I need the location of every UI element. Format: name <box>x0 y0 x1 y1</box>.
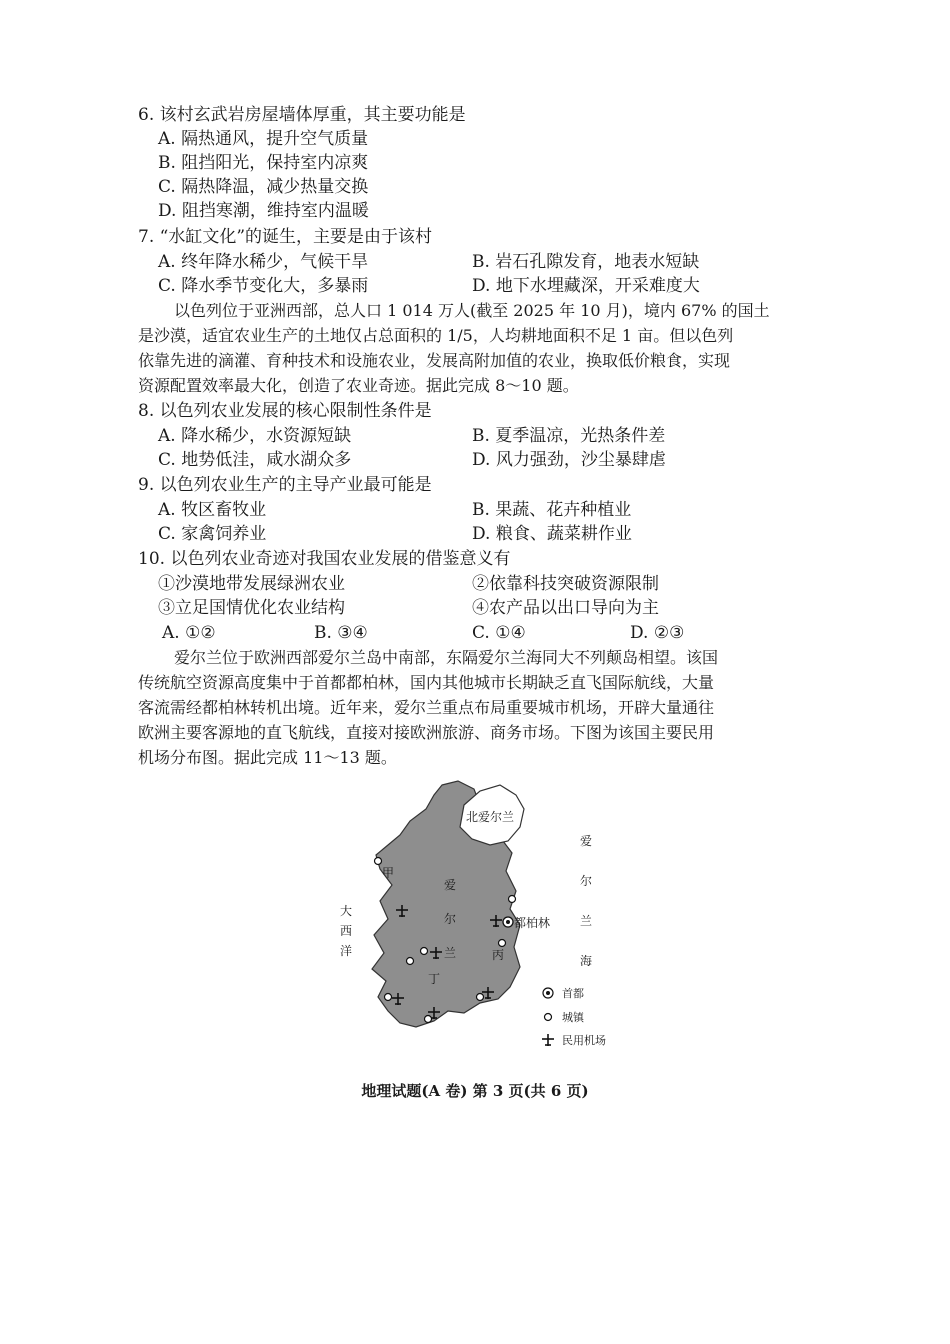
label-irish-sea-3: 兰 <box>580 914 593 928</box>
town-marker <box>477 994 484 1001</box>
q10-option-b: B. ③④ <box>314 623 368 643</box>
q10-option-d: D. ②③ <box>630 623 685 643</box>
page-footer: 地理试题(A 卷) 第 3 页(共 6 页) <box>361 1082 589 1100</box>
passage1-line3: 依靠先进的滴灌、育种技术和设施农业，发展高附加值的农业，换取低价粮食，实现 <box>138 351 731 370</box>
q7-option-c: C. 降水季节变化大，多暴雨 <box>158 276 369 296</box>
legend-capital-label: 首都 <box>562 987 584 1000</box>
q10-statement-2: ②依靠科技突破资源限制 <box>472 574 659 594</box>
label-ireland-1: 爱 <box>444 878 457 892</box>
q6-option-b: B. 阻挡阳光，保持室内凉爽 <box>158 153 369 173</box>
q8-option-d: D. 风力强劲，沙尘暴肆虐 <box>472 450 666 470</box>
passage2-line2: 传统航空资源高度集中于首都都柏林，国内其他城市长期缺乏直飞国际航线，大量 <box>138 673 715 692</box>
town-marker <box>425 1016 432 1023</box>
label-ding: 丁 <box>428 972 441 986</box>
legend-airport-label: 民用机场 <box>562 1034 606 1047</box>
q9-option-d: D. 粮食、蔬菜耕作业 <box>472 524 632 544</box>
town-marker <box>407 958 414 965</box>
passage1-line1: 以色列位于亚洲西部，总人口 1 014 万人(截至 2025 年 10 月)，境内 67% 的国土 <box>174 301 770 320</box>
label-bing: 丙 <box>492 948 505 962</box>
q7-option-a: A. 终年降水稀少，气候干旱 <box>158 252 369 272</box>
q9-option-b: B. 果蔬、花卉种植业 <box>472 500 632 520</box>
q8-option-b: B. 夏季温凉，光热条件差 <box>472 426 666 446</box>
town-marker <box>375 858 382 865</box>
q6-stem: 6. 该村玄武岩房屋墙体厚重，其主要功能是 <box>138 105 466 125</box>
map-legend <box>542 986 606 1047</box>
q9-stem: 9. 以色列农业生产的主导产业最可能是 <box>138 475 432 495</box>
q7-option-d: D. 地下水埋藏深，开采难度大 <box>472 276 700 296</box>
label-atlantic-2: 西 <box>340 924 353 938</box>
label-irish-sea-2: 尔 <box>580 874 593 888</box>
q10-statement-4: ④农产品以出口导向为主 <box>472 598 659 618</box>
q6-option-c: C. 隔热降温，减少热量交换 <box>158 177 369 197</box>
q9-option-a: A. 牧区畜牧业 <box>158 500 267 520</box>
label-irish-sea-1: 爱 <box>580 834 593 848</box>
passage2-line1: 爱尔兰位于欧洲西部爱尔兰岛中南部，东隔爱尔兰海同大不列颠岛相望。该国 <box>174 648 719 667</box>
q10-stem: 10. 以色列农业奇迹对我国农业发展的借鉴意义有 <box>138 549 511 569</box>
q10-option-a: A. ①② <box>162 623 216 643</box>
passage2-line5: 机场分布图。据此完成 11～13 题。 <box>138 748 397 767</box>
town-marker <box>385 994 392 1001</box>
q8-option-c: C. 地势低洼，咸水湖众多 <box>158 450 352 470</box>
label-irish-sea-4: 海 <box>580 954 593 968</box>
label-atlantic-1: 大 <box>340 904 353 918</box>
q10-statement-1: ①沙漠地带发展绿洲农业 <box>158 574 345 594</box>
town-marker <box>421 948 428 955</box>
passage1-line4: 资源配置效率最大化，创造了农业奇迹。据此完成 8～10 题。 <box>138 376 579 395</box>
q10-option-c: C. ①④ <box>472 623 526 643</box>
legend-airport-icon <box>542 1034 554 1046</box>
q8-stem: 8. 以色列农业发展的核心限制性条件是 <box>138 401 432 421</box>
label-northern-ireland: 北爱尔兰 <box>466 810 515 824</box>
label-ireland-2: 尔 <box>444 912 457 926</box>
q6-option-a: A. 隔热通风，提升空气质量 <box>158 129 369 149</box>
town-marker <box>499 940 506 947</box>
label-atlantic-3: 洋 <box>340 944 353 958</box>
q6-option-d: D. 阻挡寒潮，维持室内温暖 <box>158 201 369 221</box>
q7-option-b: B. 岩石孔隙发育，地表水短缺 <box>472 252 700 272</box>
label-jia: 甲 <box>382 866 395 880</box>
label-ireland-3: 兰 <box>444 946 457 960</box>
q8-option-a: A. 降水稀少，水资源短缺 <box>158 426 352 446</box>
dublin-capital-dot <box>506 920 510 924</box>
q9-option-c: C. 家禽饲养业 <box>158 524 267 544</box>
passage1-line2: 是沙漠，适宜农业生产的土地仅占总面积的 1/5，人均耕地面积不足 1 亩。但以色列 <box>138 326 734 345</box>
q7-stem: 7. “水缸文化”的诞生，主要是由于该村 <box>138 227 433 247</box>
legend-town-label: 城镇 <box>562 1011 584 1024</box>
ireland-airport-map <box>330 775 630 1065</box>
passage2-line4: 欧洲主要客源地的直飞航线，直接对接欧洲旅游、商务市场。下图为该国主要民用 <box>138 723 715 742</box>
passage2-line3: 客流需经都柏林转机出境。近年来，爱尔兰重点布局重要城市机场，开辟大量通往 <box>138 698 715 717</box>
legend-town-icon <box>545 1014 552 1021</box>
town-marker <box>509 896 516 903</box>
label-dublin: 都柏林 <box>514 916 551 930</box>
q10-statement-3: ③立足国情优化农业结构 <box>158 598 345 618</box>
